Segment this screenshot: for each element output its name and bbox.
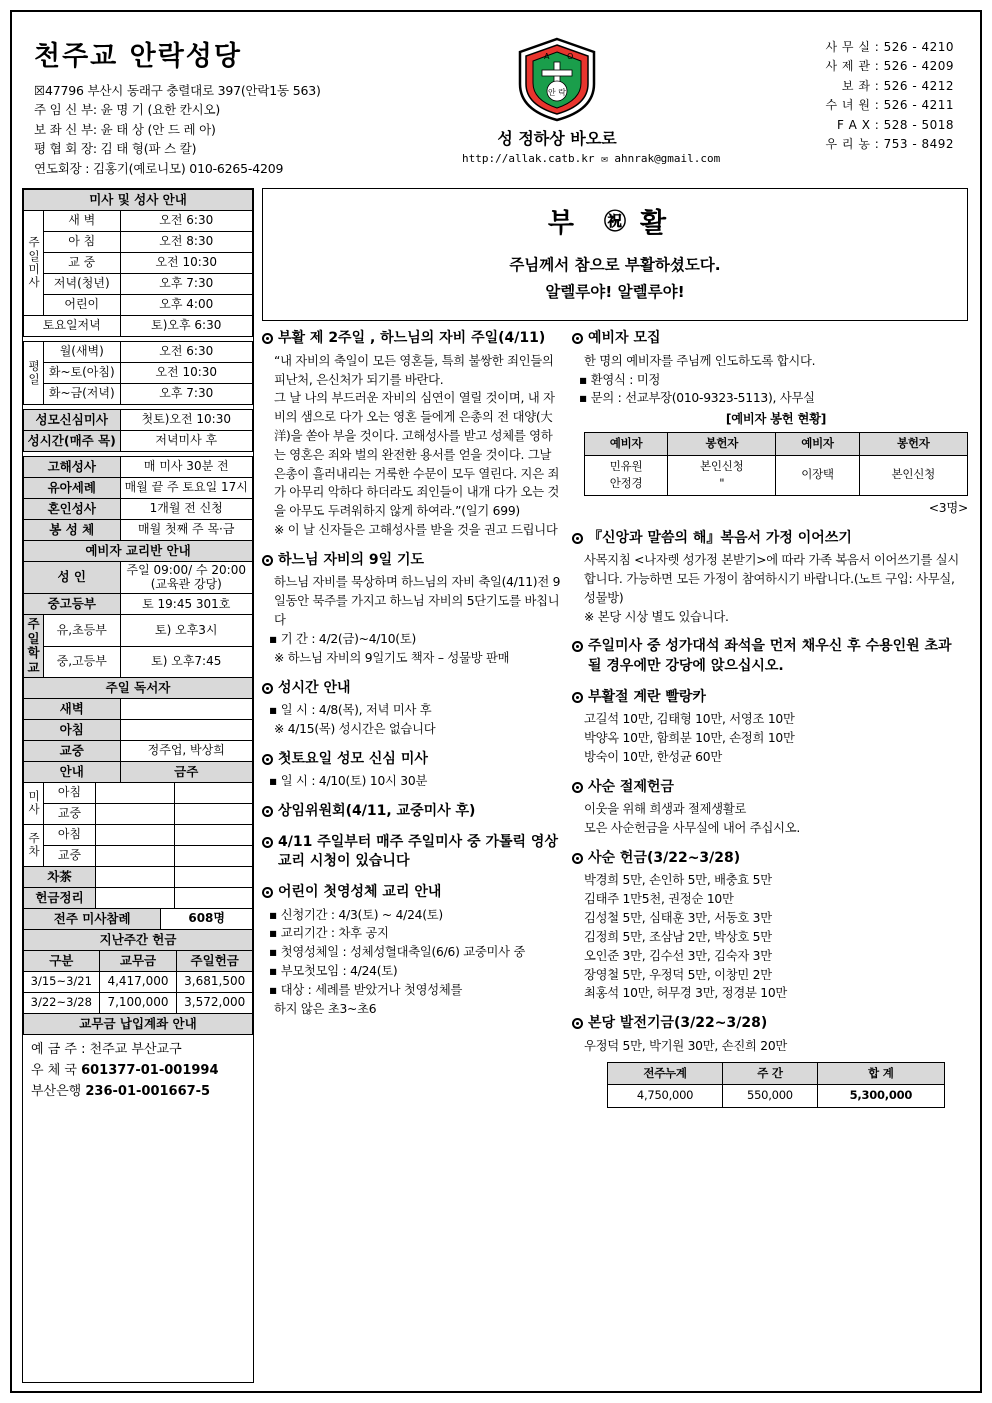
content-columns xyxy=(254,188,970,1383)
parish-crest-icon xyxy=(514,36,600,122)
contact-row: 수 녀 원 : 526 - 4211 xyxy=(660,96,964,115)
mass-name: 새 벽 xyxy=(44,210,121,231)
mass-name: 토요일저녁 xyxy=(24,315,121,336)
guide-next-week xyxy=(174,782,253,803)
catechumen-table xyxy=(584,432,968,496)
pastor-line: 주 임 신 부: 윤 명 기 (요한 칸시오) xyxy=(34,102,221,118)
guide-next-week xyxy=(174,803,253,824)
homepage-url[interactable]: http://allak.catb.kr xyxy=(462,152,595,165)
notice-item xyxy=(262,802,562,822)
notice-line: 김태주 1만5천, 권정순 10만 xyxy=(584,892,734,907)
bank-owner: 예 금 주 : 천주교 부산교구 xyxy=(31,1041,182,1057)
svg-text:O: O xyxy=(567,52,574,61)
notice-title: 주일미사 중 성가대석 좌석을 먼저 채우신 후 수용인원 초과 될 경우에만 강당에 앉으십시오. xyxy=(588,638,952,674)
homepage-line xyxy=(462,152,721,165)
bank-account: 601377-01-001994 xyxy=(81,1062,219,1078)
mass-time: 오전 10:30 xyxy=(120,252,252,273)
mass-name: 화~토(아침) xyxy=(44,362,121,383)
guide-this-week xyxy=(96,824,175,845)
guide-next-week xyxy=(174,866,253,887)
bullet-icon xyxy=(572,333,583,344)
notice-line: ▪ 일 시 : 4/10(토) 10시 30분 xyxy=(274,772,562,791)
saint-name: 성 정하상 바오로 xyxy=(497,129,617,148)
middle-column xyxy=(262,329,562,1383)
table-row xyxy=(24,971,253,992)
offering-period: 3/22~3/28 xyxy=(24,992,100,1013)
right-column xyxy=(572,329,968,1383)
notice-body xyxy=(572,1037,968,1108)
reader-name: 새벽 xyxy=(24,698,121,719)
catechumen-name: 이장택 xyxy=(776,455,859,495)
bulletin-header xyxy=(20,20,972,188)
notice-item xyxy=(262,883,562,1018)
bullet-icon xyxy=(262,887,273,898)
notice-title: 하느님 자비의 9일 기도 xyxy=(278,551,425,568)
offering-col-gyomu: 교무금 xyxy=(99,950,177,971)
notice-title-row xyxy=(262,329,562,349)
guide-row-label: 아침 xyxy=(44,782,96,803)
notice-title-row xyxy=(572,778,968,798)
sponsor-name: 본인신청 xyxy=(859,455,967,495)
offering-gyomu: 4,417,000 xyxy=(99,971,177,992)
mass-time: 오전 6:30 xyxy=(120,210,252,231)
mass-time: 오전 8:30 xyxy=(120,231,252,252)
bank-name: 우 체 국 xyxy=(31,1062,77,1078)
notice-title-row xyxy=(572,1014,968,1034)
left-info-column xyxy=(22,188,254,1383)
notice-line: 김정희 5만, 조삼남 2만, 박상호 5만 xyxy=(584,929,772,944)
notice-line: 고길석 10만, 김태형 10만, 서영조 10만 xyxy=(584,712,795,727)
bank-name: 부산은행 xyxy=(31,1083,82,1099)
notice-line: ▪ 부모첫모임 : 4/24(토) xyxy=(274,962,562,981)
email-address[interactable]: ahnrak@gmail.com xyxy=(614,152,721,165)
special-mass-name: 성모신심미사 xyxy=(24,409,121,430)
contact-list xyxy=(660,34,964,155)
guide-row-label: 교중 xyxy=(44,803,96,824)
sacrament-name: 혼인성사 xyxy=(24,498,121,519)
notice-item xyxy=(572,329,968,517)
svg-text:안 락: 안 락 xyxy=(548,88,566,97)
table-row xyxy=(608,1085,945,1108)
notice-title-row xyxy=(262,833,562,872)
special-mass-time: 첫토)오전 10:30 xyxy=(120,409,252,430)
notice-title: 부활절 계란 빨랑카 xyxy=(588,688,706,705)
guide-next-week xyxy=(174,845,253,866)
bullet-icon xyxy=(572,782,583,793)
notice-title: 상임위원회(4/11, 교중미사 후) xyxy=(278,803,476,820)
offering-header: 지난주간 헌금 xyxy=(24,929,253,950)
guide-this-week xyxy=(96,845,175,866)
catechism-value-sub: (교육관 강당) xyxy=(150,576,222,591)
fund-col-week: 주 간 xyxy=(723,1062,818,1085)
easter-banner xyxy=(262,188,968,321)
notice-line: 장영철 5만, 우정덕 5만, 이창민 2만 xyxy=(584,967,772,982)
school-name: 유,초등부 xyxy=(44,615,121,646)
notice-line: ▪ 첫영성체일 : 성체성혈대축일(6/6) 교중미사 중 xyxy=(274,943,562,962)
fund-week-value: 550,000 xyxy=(723,1085,818,1108)
contact-label: 사 무 실 xyxy=(825,40,871,54)
contact-row: 사 제 관 : 526 - 4209 xyxy=(660,57,964,76)
notice-line: 사목지침 <나자렛 성가정 본받기>에 따라 가족 복음서 이어쓰기를 실시합니다. 가능하면 모든 가정이 참여하시기 바랍니다.(노트 구입: 사무실, 성물방) xyxy=(584,553,959,605)
guide-this-week xyxy=(96,803,175,824)
catechumen-count: <3명> xyxy=(928,500,968,515)
offering-period: 3/15~3/21 xyxy=(24,971,100,992)
envelope-icon: ✉ xyxy=(601,152,615,165)
notice-title-row xyxy=(262,750,562,770)
notice-item xyxy=(572,688,968,767)
guide-this-week xyxy=(96,866,175,887)
mass-time: 오전 10:30 xyxy=(120,362,252,383)
notice-item xyxy=(262,679,562,739)
bullet-icon xyxy=(262,555,273,566)
fund-prev-value: 4,750,000 xyxy=(608,1085,723,1108)
contact-row: 우 리 농 : 753 - 8492 xyxy=(660,135,964,154)
notice-title: 성시간 안내 xyxy=(278,679,351,696)
notice-title-row xyxy=(262,802,562,822)
guide-next-week xyxy=(174,824,253,845)
notice-line: ※ 하느님 자비의 9일기도 책자 – 성물방 판매 xyxy=(274,650,510,665)
notice-line: 박양옥 10만, 함희분 10만, 손정희 10만 xyxy=(584,731,795,745)
offering-table xyxy=(23,950,253,1035)
fund-table xyxy=(607,1062,945,1108)
school-value: 토) 오후7:45 xyxy=(120,646,252,677)
svg-text:A: A xyxy=(544,52,550,61)
notice-line: ▪ 일 시 : 4/8(목), 저녁 미사 후 xyxy=(274,701,562,720)
col-sponsor: 봉헌자 xyxy=(668,432,776,455)
notice-line: “내 자비의 축일이 모든 영혼들, 특희 불쌍한 죄인들의 피난처, 은신처가 되기를 바란다. xyxy=(274,353,554,387)
bullet-icon xyxy=(262,333,273,344)
notice-line: 그 날 나의 부드러운 자비의 심연이 열릴 것이며, 내 자비의 샘으로 다가 오는 영혼 들에게 은총의 전 대양(大洋)을 쏟아 부을 것이다. 고해성사를 받고 성체를 영하는 영혼은 죄와 벌의 완전한 용서를 얻을 것이다. 그날 은총이 흘러내리는 거룩한 수문이 모두 열린다. 지은 죄가 아무리 악하다 하더라도 죄인들이 내개 다가 오는 것을 아무도 두려워하지 않게 하여라.”(일기 699) xyxy=(274,391,560,519)
mass-name: 아 침 xyxy=(44,231,121,252)
notice-item xyxy=(572,529,968,627)
catechism-value-main: 주일 09:00/ 수 20:00 xyxy=(126,562,246,577)
mass-time: 토)오후 6:30 xyxy=(120,315,252,336)
easter-char-1: 부 xyxy=(547,207,590,239)
table-row xyxy=(585,455,968,495)
notice-line: ※ 4/15(목) 성시간은 없습니다 xyxy=(274,721,436,736)
sunday-mass-label: 주 일 미 사 xyxy=(24,210,44,315)
sacrament-name: 고해성사 xyxy=(24,456,121,477)
notice-body xyxy=(262,352,562,540)
notice-item xyxy=(262,833,562,872)
reader-name: 교중 xyxy=(24,740,121,761)
offering-sunday: 3,681,500 xyxy=(177,971,253,992)
guide-this-week xyxy=(96,887,175,908)
bank-row xyxy=(31,1082,247,1103)
mass-name: 교 중 xyxy=(44,252,121,273)
fund-col-prev: 전주누계 xyxy=(608,1062,723,1085)
reader-name: 아침 xyxy=(24,719,121,740)
school-name: 중,고등부 xyxy=(44,646,121,677)
school-value: 토) 오후3시 xyxy=(120,615,252,646)
notice-title-row xyxy=(262,551,562,571)
mass-schedule-table xyxy=(23,189,253,783)
guide-group-parking: 주 차 xyxy=(24,824,44,866)
offering-col-period: 구분 xyxy=(24,950,100,971)
table-row xyxy=(24,992,253,1013)
notice-title-row xyxy=(262,883,562,903)
notice-line: ▪ 기 간 : 4/2(금)~4/10(토) xyxy=(274,630,562,649)
assistant-line: 보 좌 신 부: 윤 태 상 (안 드 레 아) xyxy=(34,121,216,137)
notice-title-row xyxy=(572,637,968,676)
bullet-icon xyxy=(572,533,583,544)
notice-item xyxy=(262,551,562,668)
page-title: 천주교 안락성당 xyxy=(34,41,242,72)
notice-body xyxy=(262,906,562,1019)
notice-title: 4/11 주일부터 매주 주일미사 중 가톨릭 영상교리 시청이 있습니다 xyxy=(278,833,558,870)
notice-line: 오인준 3만, 김수선 3만, 김숙자 3만 xyxy=(584,948,772,963)
parish-info xyxy=(34,34,454,178)
notice-title: 『신앙과 말씀의 해』복음서 가정 이어쓰기 xyxy=(588,529,852,546)
mail-icon: ☒ xyxy=(34,83,46,98)
notice-line: 박경희 5만, 손인하 5만, 배충효 5만 xyxy=(584,873,772,888)
mass-time: 오후 7:30 xyxy=(120,383,252,404)
notice-line: ▪ 신청기간 : 4/3(토) ~ 4/24(토) xyxy=(274,906,562,925)
easter-wreath-icon: ㊗ xyxy=(603,209,626,235)
weekday-mass-label: 평 일 xyxy=(24,341,44,404)
contact-label: 사 제 관 xyxy=(825,59,871,74)
bank-header: 교무금 납입계좌 안내 xyxy=(24,1013,253,1034)
parish-address xyxy=(34,81,454,100)
catechism-value: 토 19:45 301호 xyxy=(120,594,252,615)
guide-row-label: 아침 xyxy=(44,824,96,845)
notice-line: 방숙이 10만, 한성균 60만 xyxy=(584,749,722,764)
reader-header: 주일 독서자 xyxy=(24,677,253,698)
mass-name: 화~금(저녁) xyxy=(44,383,121,404)
notice-title-row xyxy=(572,849,968,869)
catechumen-table-title: [예비자 봉헌 현황] xyxy=(725,412,827,427)
notice-body xyxy=(572,352,968,518)
bullet-icon xyxy=(572,853,583,864)
easter-title xyxy=(263,201,967,240)
notice-item xyxy=(572,778,968,838)
notice-title: 어린이 첫영성체 교리 안내 xyxy=(278,883,442,900)
sacrament-value: 매월 첫째 주 목·금 xyxy=(120,519,252,540)
notice-title-row xyxy=(572,688,968,708)
contact-label: F A X xyxy=(836,117,871,132)
attendance-value: 608명 xyxy=(161,908,253,929)
sacrament-value: 매월 끝 주 토요일 17시 xyxy=(120,477,252,498)
easter-line-2: 알렐루야! 알렐루야! xyxy=(545,283,685,301)
notice-line: 하지 않은 초3~초6 xyxy=(274,1001,377,1016)
bullet-icon xyxy=(572,1018,583,1029)
notice-title: 예비자 모집 xyxy=(588,330,661,347)
notice-line: 모은 사순헌금을 사무실에 내어 주십시오. xyxy=(584,821,800,836)
bullet-icon xyxy=(262,683,273,694)
sunday-school-label: 주일학교 xyxy=(24,615,44,678)
attendance-label: 전주 미사참례 xyxy=(24,908,161,929)
notice-item xyxy=(572,637,968,676)
reader-value xyxy=(120,698,252,719)
fund-col-total: 합 계 xyxy=(817,1062,944,1085)
yeondo-line: 연도회장 : 김홍기(예로니모) 010-6265-4209 xyxy=(34,160,284,176)
catechism-name: 중고등부 xyxy=(24,594,121,615)
offering-sunday: 3,572,000 xyxy=(177,992,253,1013)
catechism-name: 성 인 xyxy=(24,561,121,594)
col-catechumen: 예비자 xyxy=(585,432,668,455)
notice-body xyxy=(572,800,968,838)
notice-title: 본당 발전기금(3/22~3/28) xyxy=(588,1015,768,1032)
bullet-icon xyxy=(262,837,273,848)
bullet-icon xyxy=(572,692,583,703)
catechumen-name: 민유원 안정경 xyxy=(585,455,668,495)
bullet-icon xyxy=(262,754,273,765)
fund-total-value: 5,300,000 xyxy=(817,1085,944,1108)
notice-body xyxy=(572,871,968,1003)
notice-item xyxy=(572,849,968,1003)
notice-line: 이웃을 위해 희생과 절제생활로 xyxy=(584,802,747,817)
notice-line: ▪ 문의 : 선교부장(010-9323-5113), 사무실 xyxy=(584,389,968,408)
easter-char-3: 활 xyxy=(640,207,683,239)
contact-label: 보 좌 xyxy=(841,78,871,93)
guide-row-label: 교중 xyxy=(44,845,96,866)
notice-line: 하느님 자비를 묵상하며 하느님의 자비 축일(4/11)전 9일동안 묵주를 가지고 하느님 자비의 5단기도를 바칩니다 xyxy=(274,575,561,628)
notice-line: 한 명의 예비자를 주님께 인도하도록 합시다. xyxy=(584,353,816,368)
bullet-icon xyxy=(262,806,273,817)
sacrament-name: 봉 성 체 xyxy=(24,519,121,540)
contact-row: F A X : 528 - 5018 xyxy=(660,116,964,135)
sacrament-value: 1개월 전 신청 xyxy=(120,498,252,519)
catechism-header: 예비자 교리반 안내 xyxy=(24,540,253,561)
notice-line: ※ 이 날 신자들은 고해성사를 받을 것을 권고 드립니다 xyxy=(274,523,558,538)
bulletin-body xyxy=(20,188,972,1383)
sponsor-name: 본인신청 " xyxy=(668,455,776,495)
bank-account: 236-01-001667-5 xyxy=(85,1083,211,1099)
notice-body xyxy=(262,701,562,739)
notice-line: ▪ 교리기간 : 차후 공지 xyxy=(274,924,562,943)
sacrament-value: 매 미사 30분 전 xyxy=(120,456,252,477)
special-mass-time: 저녁미사 후 xyxy=(120,430,252,451)
offering-col-sunday: 주일헌금 xyxy=(177,950,253,971)
notice-line: ※ 본당 시상 별도 있습니다. xyxy=(584,609,729,624)
two-column-text xyxy=(260,329,970,1383)
notice-item xyxy=(262,750,562,791)
guide-header-col2: 금주 xyxy=(120,761,252,782)
reader-value xyxy=(120,719,252,740)
bullet-icon xyxy=(572,641,583,652)
notice-line: ▪ 대상 : 세례를 받았거나 첫영성체를 xyxy=(274,981,562,1000)
notice-title: 첫토요일 성모 신심 미사 xyxy=(278,750,428,767)
mass-name: 저녁(청년) xyxy=(44,273,121,294)
notice-line: 김성철 5만, 심태훈 3만, 서동호 3만 xyxy=(584,911,772,926)
sacrament-name: 유아세례 xyxy=(24,477,121,498)
catechism-value xyxy=(120,561,252,594)
council-line: 평 협 회 장: 김 태 형(파 스 칼) xyxy=(34,141,197,157)
contact-value: 526 - 4209 xyxy=(883,59,954,74)
guide-next-week xyxy=(174,887,253,908)
contact-value: 526 - 4212 xyxy=(883,78,954,93)
notice-title: 사순 절제헌금 xyxy=(588,778,675,795)
guide-group-mass: 미 사 xyxy=(24,782,44,824)
guide-extra-label: 차茶 xyxy=(24,866,96,887)
contact-label: 수 녀 원 xyxy=(825,98,871,113)
bulletin-border xyxy=(10,10,982,1393)
notice-item xyxy=(572,1014,968,1108)
contact-label: 우 리 농 xyxy=(825,137,871,152)
attendance-table xyxy=(23,908,253,951)
notice-line: 최홍석 10만, 허무경 3만, 정경분 10만 xyxy=(584,986,788,1001)
contact-value: 753 - 8492 xyxy=(883,137,954,152)
mass-name: 어린이 xyxy=(44,294,121,315)
notice-title-row xyxy=(572,329,968,349)
notice-item xyxy=(262,329,562,540)
mass-time: 오후 4:00 xyxy=(120,294,252,315)
notice-title: 사순 헌금(3/22~3/28) xyxy=(588,849,741,866)
mass-time: 오전 6:30 xyxy=(120,341,252,362)
col-sponsor: 봉헌자 xyxy=(859,432,967,455)
special-mass-name: 성시간(매주 목) xyxy=(24,430,121,451)
bank-row xyxy=(31,1061,247,1082)
notice-line: ▪ 환영식 : 미정 xyxy=(584,371,968,390)
easter-line-1: 주님께서 참으로 부활하셨도다. xyxy=(509,255,721,274)
mass-name: 월(새벽) xyxy=(44,341,121,362)
contact-value: 526 - 4211 xyxy=(883,98,954,113)
notice-body xyxy=(262,772,562,791)
contact-value: 526 - 4210 xyxy=(883,40,954,54)
offering-gyomu: 7,100,000 xyxy=(99,992,177,1013)
guide-this-week xyxy=(96,782,175,803)
guide-extra-label: 헌금정리 xyxy=(24,887,96,908)
address-text: 47796 부산시 동래구 충렬대로 397(안락1동 563) xyxy=(45,83,321,98)
notice-title: 부활 제 2주일 , 하느님의 자비 주일(4/11) xyxy=(278,330,546,347)
notice-body xyxy=(262,573,562,667)
reader-value: 정주업, 박상희 xyxy=(120,740,252,761)
contact-row: 사 무 실 : 526 - 4210 xyxy=(660,38,964,57)
contact-row: 보 좌 : 526 - 4212 xyxy=(660,77,964,96)
notice-body xyxy=(572,551,968,626)
notice-body xyxy=(572,710,968,766)
notice-title-row xyxy=(572,529,968,549)
bank-info xyxy=(23,1035,253,1110)
mass-schedule-header: 미사 및 성사 안내 xyxy=(24,189,253,210)
guide-header-col1: 안내 xyxy=(24,761,121,782)
mass-time: 오후 7:30 xyxy=(120,273,252,294)
contact-value: 528 - 5018 xyxy=(883,117,954,132)
col-catechumen: 예비자 xyxy=(776,432,859,455)
parish-crest-block xyxy=(462,34,721,165)
notice-title-row xyxy=(262,679,562,699)
notice-line: 우정덕 5만, 박기원 30만, 손진희 20만 xyxy=(584,1038,788,1053)
guide-duty-table xyxy=(23,782,253,909)
